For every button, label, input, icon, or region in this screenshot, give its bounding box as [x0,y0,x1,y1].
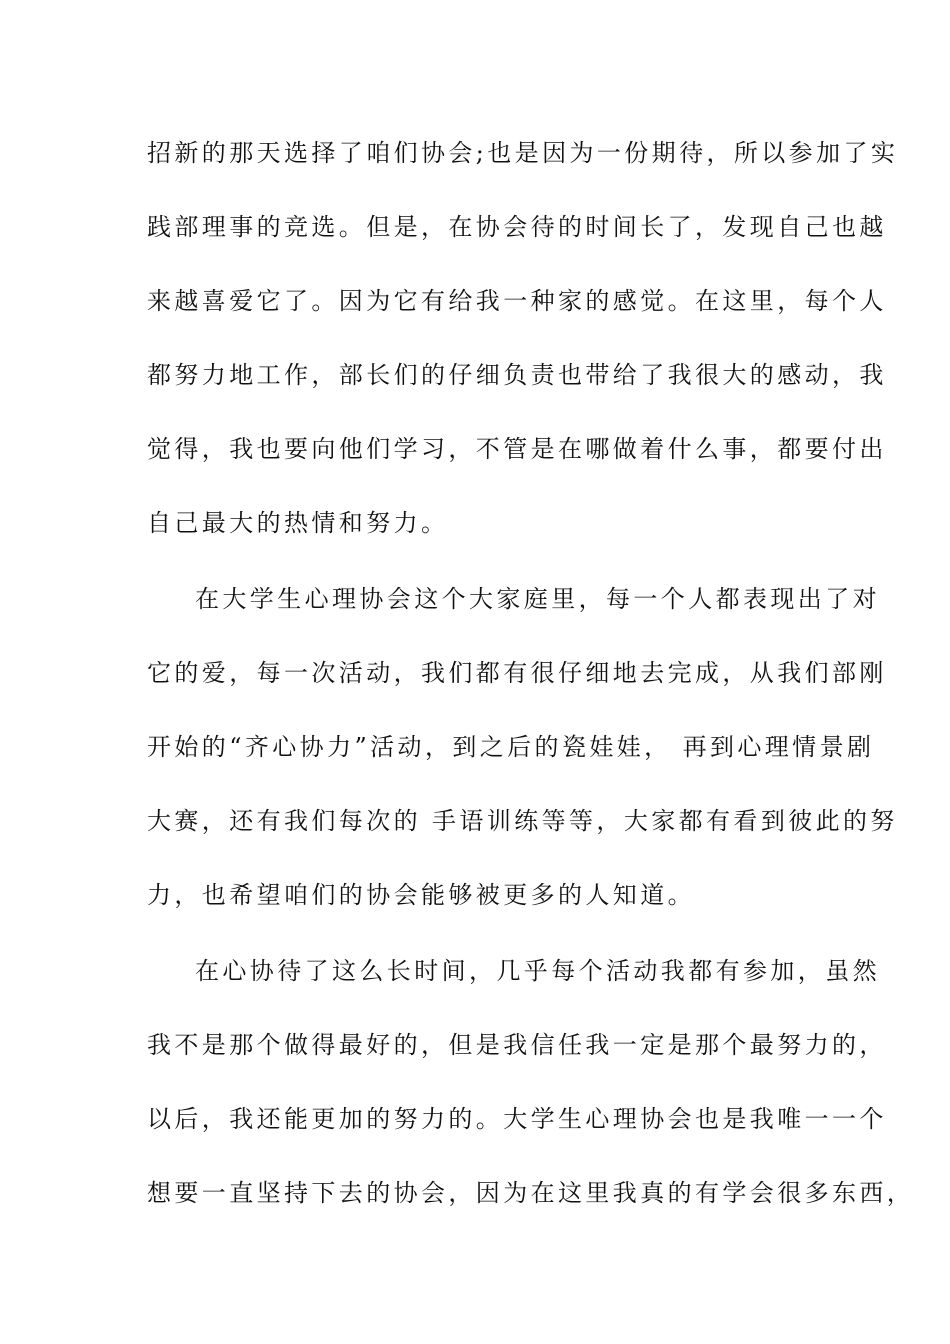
paragraph-line: 我不是那个做得最好的，但是我信任我一定是那个最努力的， [147,1031,887,1059]
paragraph-line: 招新的那天选择了咱们协会;也是因为一份期待，所以参加了实 [147,139,899,167]
paragraph-line: 开始的“齐心协力”活动，到之后的瓷娃娃， 再到心理情景剧 [147,733,875,761]
paragraph-line: 大赛，还有我们每次的 手语训练等等，大家都有看到彼此的努 [147,807,898,835]
paragraph-line: 来越喜爱它了。因为它有给我一种家的感觉。在这里，每个人 [147,287,887,315]
paragraph-line: 以后，我还能更加的努力的。大学生心理协会也是我唯一一个 [147,1105,887,1133]
paragraph-line: 都努力地工作，部长们的仔细负责也带给了我很大的感动，我 [147,361,887,389]
paragraph-line: 它的爱，每一次活动，我们都有很仔细地去完成，从我们部刚 [147,659,887,687]
paragraph-line: 践部理事的竞选。但是，在协会待的时间长了，发现自己也越 [147,213,887,241]
paragraph-line: 自己最大的热情和努力。 [147,509,449,537]
paragraph-line: 想要一直坚持下去的协会，因为在这里我真的有学会很多东西， [147,1179,915,1207]
paragraph-line: 在心协待了这么长时间，几乎每个活动我都有参加，虽然 [195,957,880,985]
paragraph-line: 力，也希望咱们的协会能够被更多的人知道。 [147,881,695,909]
paragraph-line: 觉得，我也要向他们学习，不管是在哪做着什么事，都要付出 [147,435,887,463]
paragraph-line: 在大学生心理协会这个大家庭里，每一个人都表现出了对 [195,585,880,613]
